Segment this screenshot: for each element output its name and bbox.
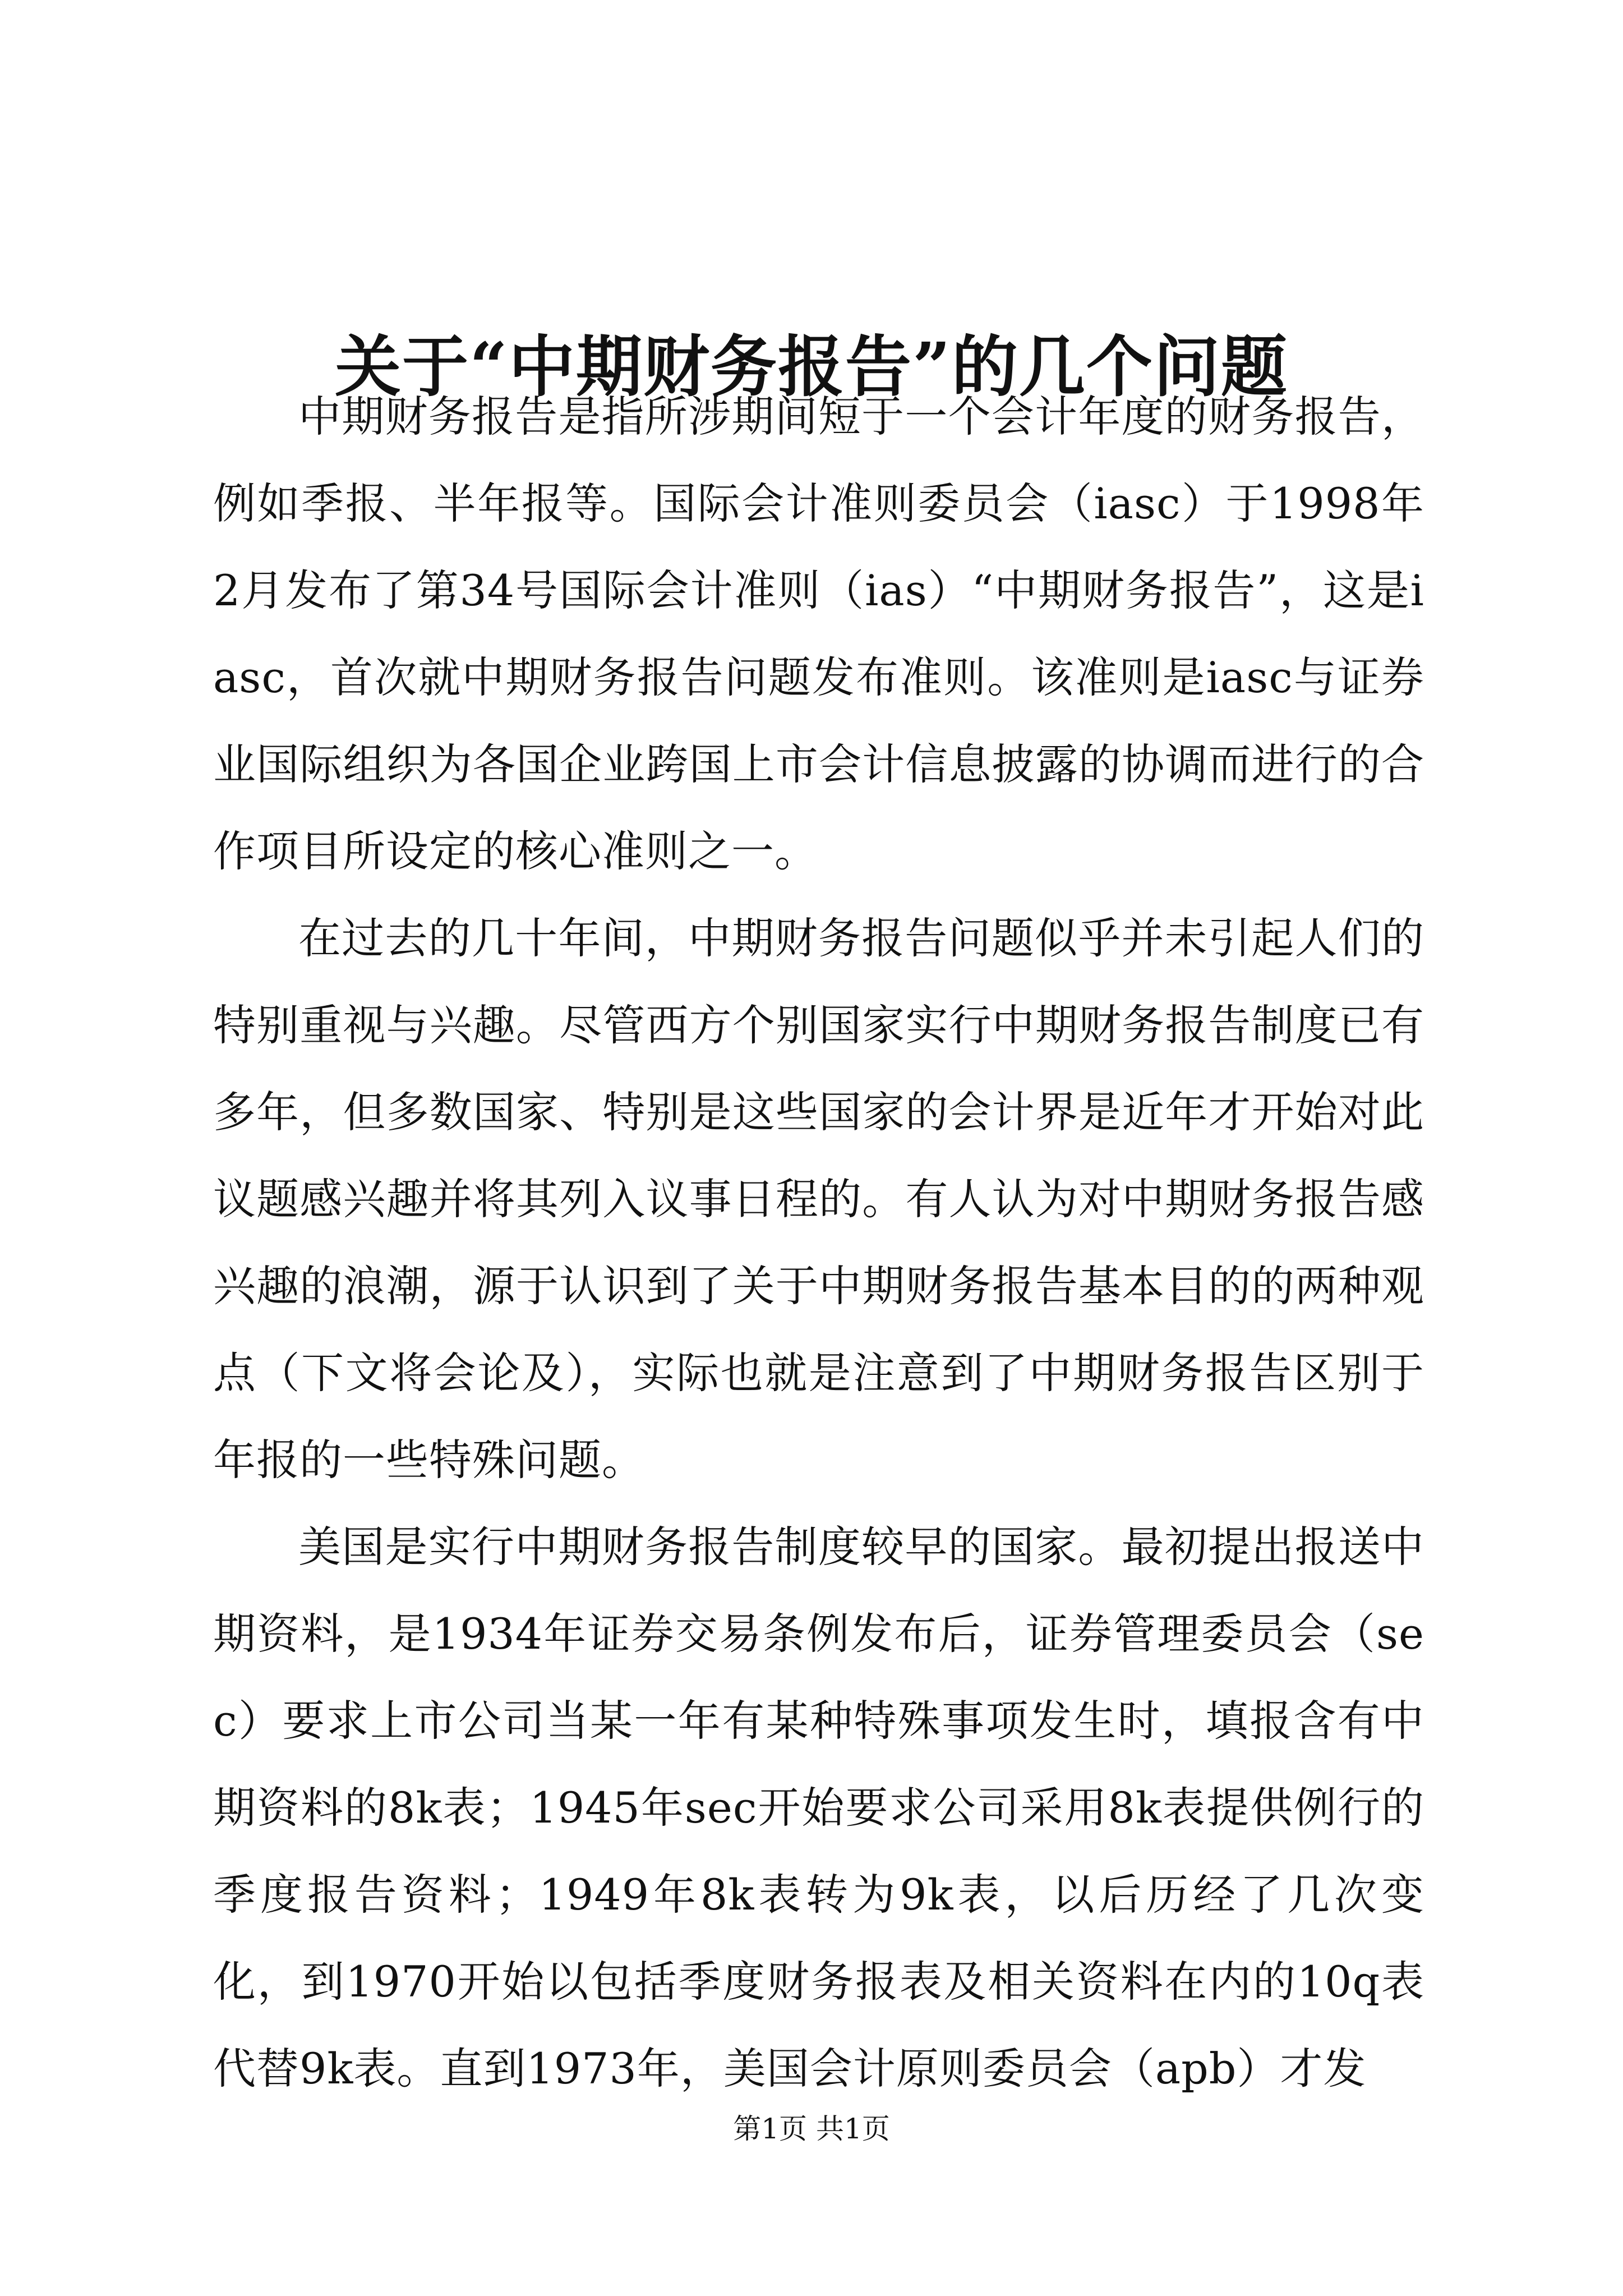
document-title: 关于“中期财务报告”的几个问题 <box>335 328 1288 406</box>
document-body <box>213 373 1424 2112</box>
paragraph-2: 在过去的几十年间，中期财务报告问题似乎并未引起人们的特别重视与兴趣。尽管西方个别国家实行中期财务报告制度已有多年，但多数国家、特别是这些国家的会计界是近年才开始对此议题感兴趣并将其列入议事日程的。有人认为对中期财务报告感兴趣的浪潮，源于认识到了关于中期财务报告基本目的的两种观点（下文将会论及），实际也就是注意到了中期财务报告区别于年报的一些特殊问题。 <box>213 913 1424 1485</box>
paragraph-3: 美国是实行中期财务报告制度较早的国家。最初提出报送中期资料，是1934年证券交易条例发布后，证券管理委员会（sec）要求上市公司当某一年有某种特殊事项发生时，填报含有中期资料的8k表；1945年sec开始要求公司采用8k表提供例行的季度报告资料；1949年8k表转为9k表，以后历经了几次变化，到1970开始以包括季度财务报表及相关资料在内的10q表代替9k表。直到1973年，美国会计原则委员会（apb）才发 <box>213 1522 1424 2093</box>
page-footer: 第1页 共1页 <box>733 2113 890 2145</box>
paragraph-1: 中期财务报告是指所涉期间短于一个会计年度的财务报告，例如季报、半年报等。国际会计准则委员会（iasc）于1998年2月发布了第34号国际会计准则（ias）“中期财务报告”，这是iasc，首次就中期财务报告问题发布准则。该准则是iasc与证券业国际组织为各国企业跨国上市会计信息披露的协调而进行的合作项目所设定的核心准则之一。 <box>213 392 1424 876</box>
